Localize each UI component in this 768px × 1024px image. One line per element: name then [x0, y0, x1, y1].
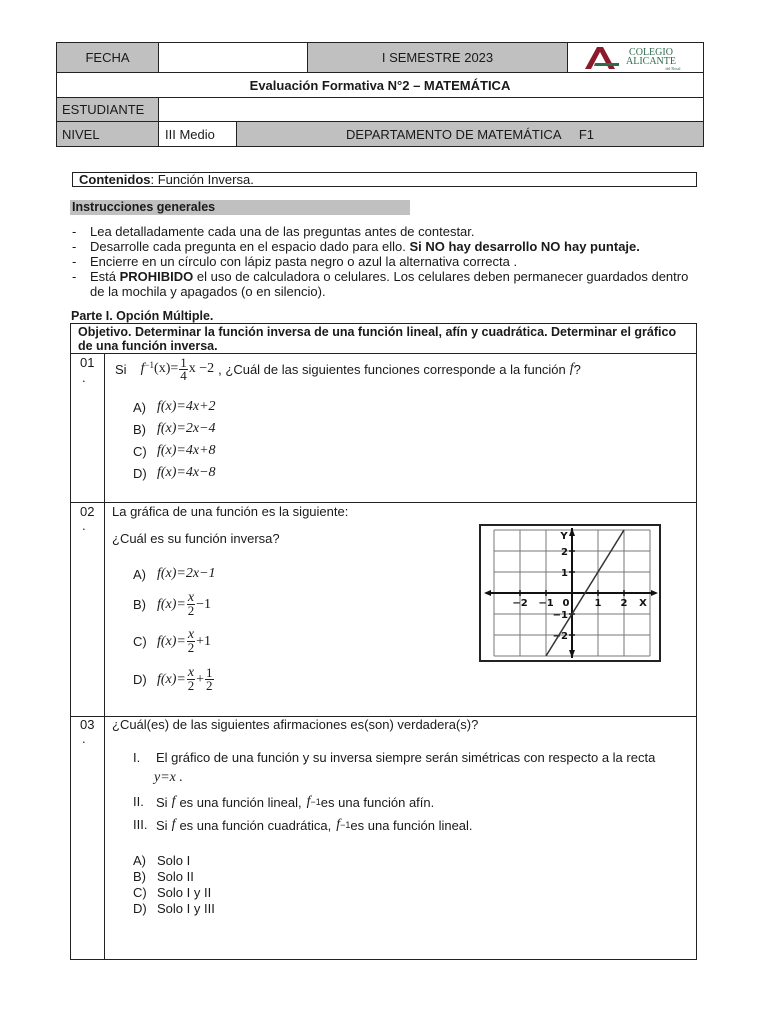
parte-title: Parte I. Opción Múltiple. — [71, 309, 214, 323]
fecha-label: FECHA — [56, 42, 159, 73]
instruccion-item: - Encierre en un círculo con lápiz pasta negro o azul la alternativa correcta . — [72, 254, 518, 269]
y-tick-label: −2 — [552, 631, 568, 642]
question-stem: ¿Cuál(es) de las siguientes afirmaciones es(son) verdadera(s)? — [112, 717, 479, 732]
x-axis-label: X — [639, 598, 647, 609]
logo-line2: ALICANTE — [625, 55, 676, 67]
option-b[interactable]: B) Solo II — [133, 869, 194, 884]
statement-i: El gráfico de una función y su inversa siempre serán simétricas con respecto a la recta — [156, 750, 656, 765]
function-graph — [479, 524, 661, 662]
question-dot: . — [82, 370, 86, 385]
x-tick-label: 2 — [620, 598, 628, 609]
fecha-field[interactable] — [158, 42, 308, 73]
option-d[interactable]: D) Solo I y III — [133, 901, 215, 916]
statement-ii: Si f es una función lineal, f −1 es una función afín. — [156, 794, 435, 810]
logo-line1: COLEGIO — [628, 46, 673, 58]
x-arrow-left — [484, 590, 491, 596]
instrucciones-list — [72, 224, 702, 299]
question-line2: ¿Cuál es su función inversa? — [112, 531, 280, 546]
question-dot: . — [82, 731, 86, 746]
x-tick-label: −2 — [512, 598, 528, 609]
y-tick-label: 1 — [561, 568, 568, 579]
logo-line3: del Rosal — [665, 65, 680, 71]
nivel-label: NIVEL — [56, 121, 159, 147]
fraction: $\frac{1}{2}$ — [206, 665, 213, 693]
option-a[interactable]: A) Solo I — [133, 853, 191, 868]
statement-ii-num: II. — [133, 794, 144, 809]
instruccion-item: - Desarrolle cada pregunta en el espacio dado para ello. Si NO hay desarrollo NO hay puntaje. — [72, 239, 640, 254]
estudiante-label: ESTUDIANTE — [56, 97, 159, 122]
y-arrow-down — [569, 650, 575, 658]
option-c[interactable]: C) Solo I y II — [133, 885, 212, 900]
semestre-label: I SEMESTRE 2023 — [307, 42, 568, 73]
option-d[interactable]: D) f(x)= $\frac{x}{2}$ + $\frac{1}{2}$ — [133, 665, 213, 693]
departamento-label: DEPARTAMENTO DE MATEMÁTICA F1 — [236, 121, 704, 147]
divider — [70, 502, 697, 503]
x-tick-label: −1 — [538, 598, 554, 609]
instruccion-item: - Está PROHIBIDO el uso de calculadora o celulares. Los celulares deben permanecer guardados dentro de la mochila y apagados (o en silencio). — [72, 269, 689, 299]
contenidos-box — [72, 172, 697, 187]
statement-i-num: I. — [133, 750, 141, 765]
question-dot: . — [82, 518, 86, 533]
x-tick-label: 0 — [562, 598, 570, 609]
option-a[interactable]: A) f(x)= 2x−1 — [133, 566, 216, 582]
question-stem: Si f $^{-1}$ (x)= $\frac{1}{4}$ x −2 , ¿Cuál de las siguientes funciones corresponde a la función f ? — [115, 354, 581, 383]
statement-i-math: y=x . — [154, 770, 183, 785]
option-b[interactable]: B) f(x)=2x−4 — [133, 421, 216, 437]
statement-iii: Si f es una función cuadrática, f −1 es una función lineal. — [156, 817, 473, 833]
question-line1: La gráfica de una función es la siguiente: — [112, 504, 349, 519]
contenidos-label: Contenidos — [79, 172, 151, 187]
contenidos-value: : Función Inversa. — [150, 172, 254, 187]
option-b[interactable]: B) f(x)= $\frac{x}{2}$ −1 — [133, 590, 211, 618]
option-c[interactable]: C) f(x)=4x+8 — [133, 443, 216, 459]
divider — [104, 353, 105, 959]
objetivo-text: Objetivo. Determinar la función inversa de una función lineal, afín y cuadrática. Determinar el gráfico de una función inversa. — [78, 325, 677, 353]
question-number: 01 — [80, 355, 95, 370]
estudiante-field[interactable] — [158, 97, 704, 122]
divider — [70, 353, 697, 354]
y-tick-label: 2 — [561, 547, 568, 558]
x-arrow-right — [651, 590, 658, 596]
y-arrow-up — [569, 528, 575, 536]
instruccion-item: - Lea detalladamente cada una de las preguntas antes de contestar. — [72, 224, 475, 239]
exam-title: Evaluación Formativa N°2 – MATEMÁTICA — [56, 72, 704, 98]
nivel-value: III Medio — [158, 121, 237, 147]
fraction: $\frac{x}{2}$ — [187, 627, 195, 655]
question-number: 03 — [80, 717, 95, 732]
option-a[interactable]: A) f(x)=4x+2 — [133, 399, 216, 415]
question-number: 02 — [80, 504, 95, 519]
statement-iii-num: III. — [133, 817, 148, 832]
school-logo — [567, 42, 704, 73]
y-tick-label: −1 — [552, 610, 568, 621]
instrucciones-title: Instrucciones generales — [70, 200, 410, 215]
option-d[interactable]: D) f(x)=4x−8 — [133, 465, 216, 481]
logo-a-icon — [581, 45, 691, 71]
fraction: $\frac{1}{4}$ — [180, 354, 187, 383]
fraction: $\frac{x}{2}$ — [187, 665, 195, 693]
y-axis-label: Y — [560, 531, 568, 542]
fraction: $\frac{x}{2}$ — [187, 590, 195, 618]
option-c[interactable]: C) f(x)= $\frac{x}{2}$ +1 — [133, 627, 211, 655]
graph-svg — [481, 526, 659, 660]
x-tick-label: 1 — [594, 598, 602, 609]
